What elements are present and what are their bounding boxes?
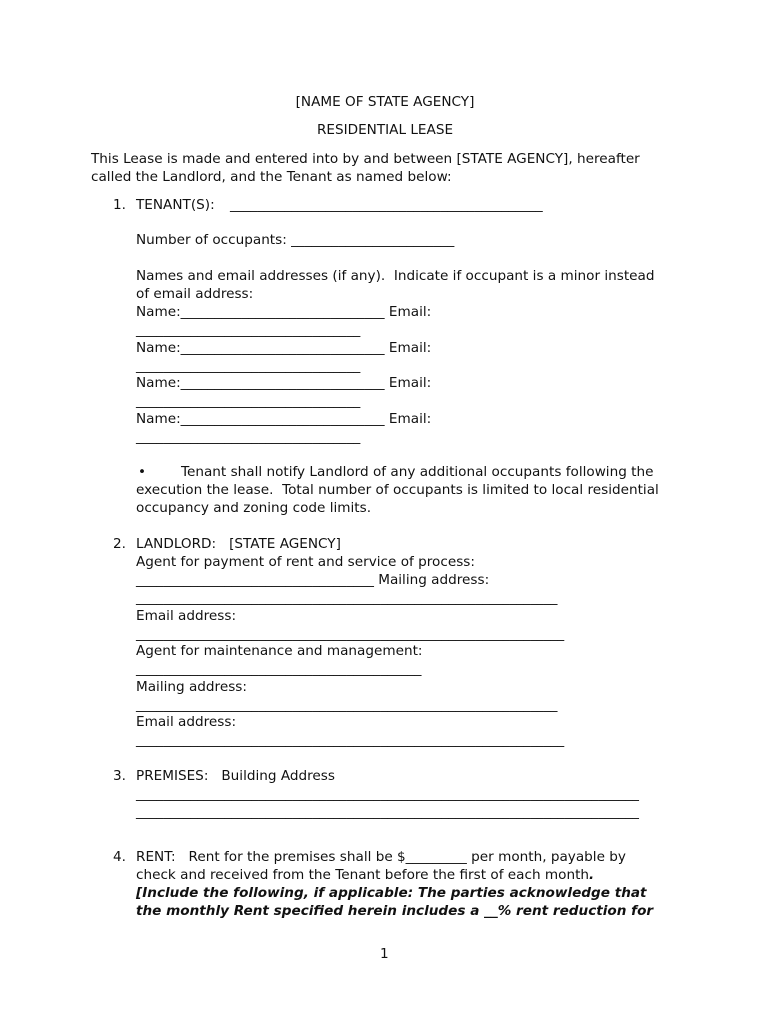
bullet-icon: • bbox=[138, 464, 147, 480]
rent-line-4: the monthly Rent specified herein includes a __% rent reduction for bbox=[136, 903, 654, 919]
intro-line-2: called the Landlord, and the Tenant as named below: bbox=[91, 169, 452, 185]
landlord-line-4: Email address: bbox=[136, 608, 237, 624]
landlord-heading: LANDLORD: [STATE AGENCY] bbox=[136, 536, 341, 552]
rent-line-1: RENT: Rent for the premises shall be $_________ per month, payable by bbox=[136, 849, 626, 865]
names-instruction-2: of email address: bbox=[136, 286, 254, 302]
rent-line-3: [Include the following, if applicable: The parties acknowledge that bbox=[136, 885, 647, 901]
section-4-number: 4. bbox=[113, 849, 126, 865]
email-row-1: _________________________________ bbox=[136, 322, 361, 338]
names-instruction-1: Names and email addresses (if any). Indicate if occupant is a minor instead bbox=[136, 268, 655, 284]
name-row-2: Name:______________________________ Email: bbox=[136, 340, 432, 356]
rent-line-2 bbox=[136, 866, 594, 884]
occupants-field: Number of occupants: ________________________ bbox=[136, 232, 455, 248]
premises-line-1: __________________________________________________________________________ bbox=[136, 786, 639, 802]
intro-line-1: This Lease is made and entered into by and between [STATE AGENCY], hereafter bbox=[91, 151, 640, 167]
landlord-line-6: Agent for maintenance and management: bbox=[136, 643, 423, 659]
landlord-line-5: _______________________________________________________________ bbox=[136, 626, 565, 642]
premises-heading: PREMISES: Building Address bbox=[136, 768, 335, 784]
agency-heading: [NAME OF STATE AGENCY] bbox=[295, 94, 475, 110]
notify-line-3: occupancy and zoning code limits. bbox=[136, 500, 372, 516]
premises-line-2: __________________________________________________________________________ bbox=[136, 804, 639, 820]
section-2-number: 2. bbox=[113, 536, 126, 552]
name-row-4: Name:______________________________ Email: bbox=[136, 411, 432, 427]
name-row-1: Name:______________________________ Email: bbox=[136, 304, 432, 320]
notify-line-2: execution the lease. Total number of occupants is limited to local residential bbox=[136, 482, 659, 498]
landlord-line-8: Mailing address: bbox=[136, 679, 247, 695]
landlord-line-11: _______________________________________________________________ bbox=[136, 732, 565, 748]
rent-line-2-text: check and received from the Tenant before the first of each month bbox=[136, 867, 590, 883]
tenant-heading: TENANT(S): bbox=[136, 197, 215, 213]
email-row-3: _________________________________ bbox=[136, 393, 361, 409]
document-title: RESIDENTIAL LEASE bbox=[316, 122, 454, 138]
name-row-3: Name:______________________________ Email: bbox=[136, 375, 432, 391]
landlord-line-7: __________________________________________ bbox=[136, 661, 422, 677]
landlord-line-9: ______________________________________________________________ bbox=[136, 697, 558, 713]
email-row-4: _________________________________ bbox=[136, 429, 361, 445]
landlord-line-1: Agent for payment of rent and service of process: bbox=[136, 554, 475, 570]
section-3-number: 3. bbox=[113, 768, 126, 784]
rent-line-2-period: . bbox=[589, 867, 595, 883]
page-number: 1 bbox=[380, 946, 389, 962]
tenant-blank: ______________________________________________ bbox=[230, 197, 543, 213]
section-1-number: 1. bbox=[113, 197, 126, 213]
landlord-line-2: ___________________________________ Mailing address: bbox=[136, 572, 490, 588]
landlord-line-3: ______________________________________________________________ bbox=[136, 590, 558, 606]
notify-line-1: Tenant shall notify Landlord of any additional occupants following the bbox=[181, 464, 654, 480]
landlord-line-10: Email address: bbox=[136, 714, 237, 730]
email-row-2: _________________________________ bbox=[136, 358, 361, 374]
